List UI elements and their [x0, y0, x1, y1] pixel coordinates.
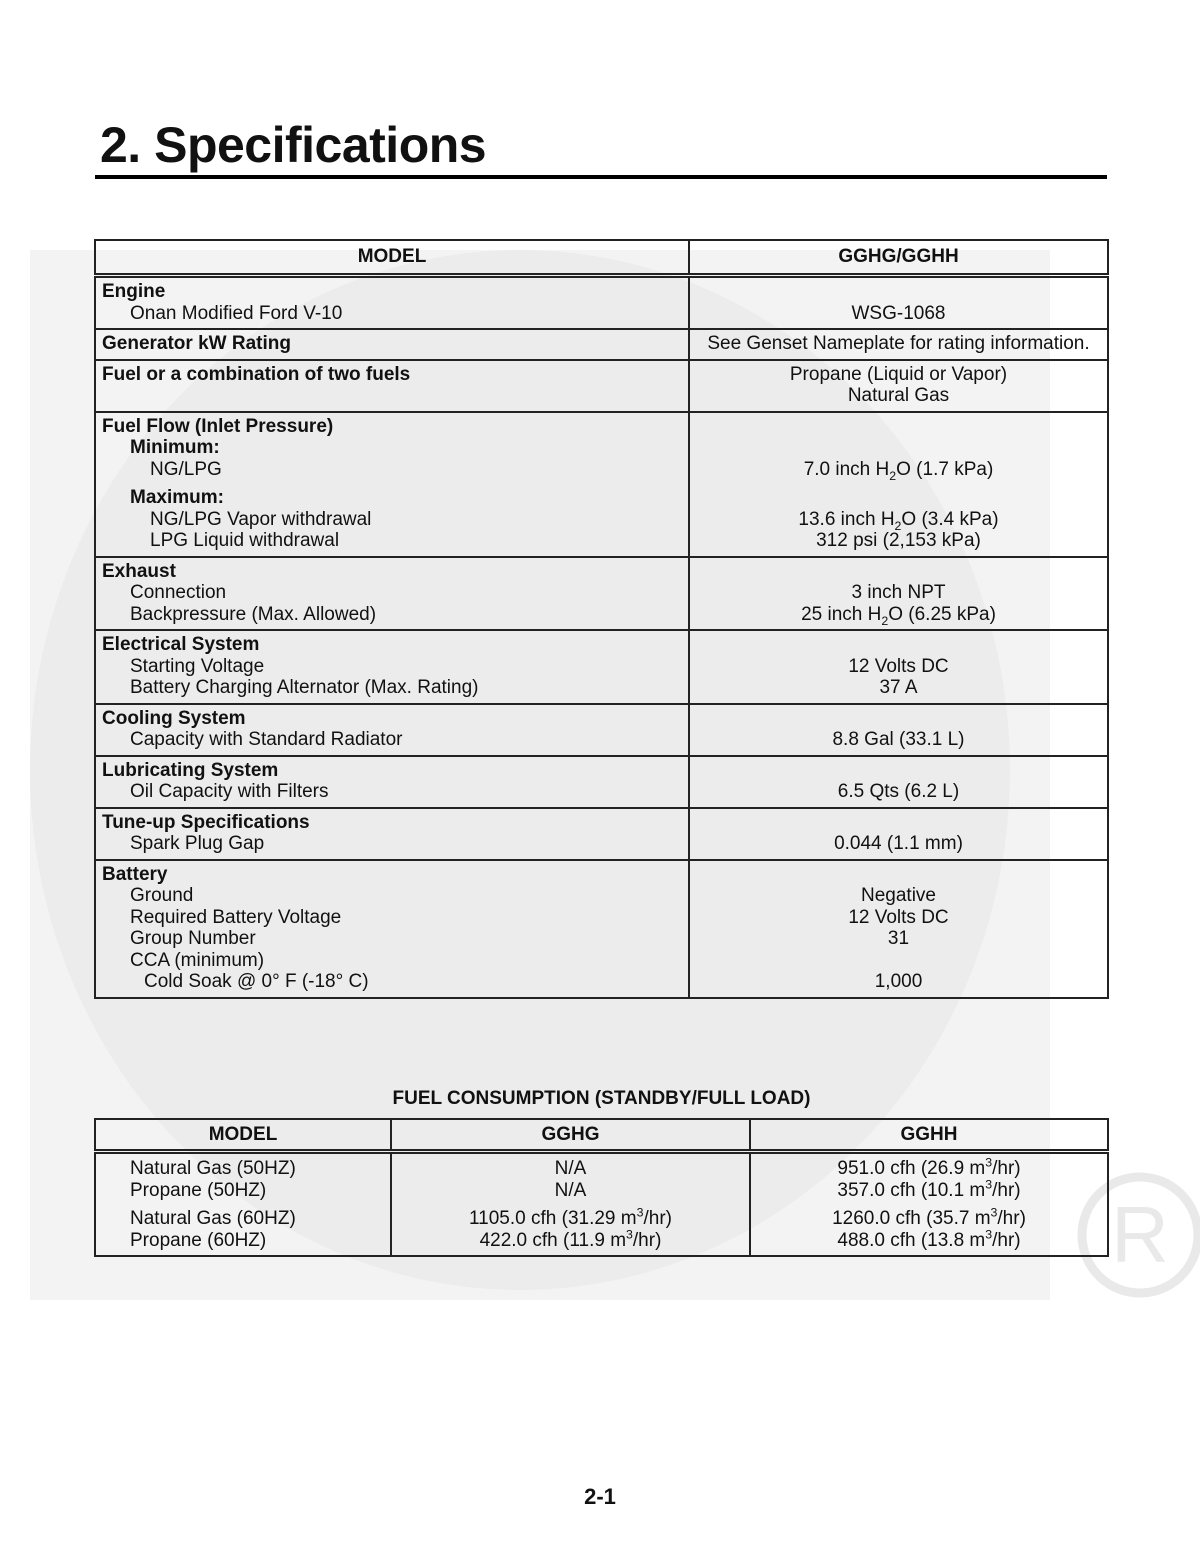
battery-group-value: 31 [887, 928, 910, 949]
cooling-item: Capacity with Standard Radiator [130, 729, 403, 750]
exhaust-label: Exhaust [102, 560, 176, 582]
electrical-starting-value: 12 Volts DC [848, 655, 949, 677]
fuel-name-propane-50hz: Propane (50HZ) [130, 1179, 267, 1201]
gghh-propane-60hz: 488.0 cfh (13.8 $m^3/hr$) [837, 1227, 1021, 1251]
electrical-starting: Starting Voltage [130, 655, 265, 677]
tuneup-label: Tune-up Specifications [102, 811, 310, 833]
column-header-model: MODEL [95, 1119, 391, 1152]
spec-row-engine [95, 276, 1108, 330]
gghg-propane-50hz: N/A [554, 1179, 587, 1201]
column-header-gghg-gghh: GGHG/GGHH [689, 240, 1108, 276]
specifications-table [94, 239, 1109, 999]
generator-label: Generator kW Rating [102, 333, 291, 354]
table-header-row [95, 240, 1108, 276]
spec-row-lubricating [95, 756, 1108, 808]
fuel-name-ng-60hz: Natural Gas (60HZ) [130, 1208, 296, 1229]
page-number: 2-1 [584, 1484, 616, 1509]
spec-row-battery [95, 860, 1108, 998]
electrical-label: Electrical System [102, 634, 260, 655]
exhaust-backpressure: Backpressure (Max. Allowed) [130, 603, 377, 625]
fuel-flow-vapor: NG/LPG Vapor withdrawal [150, 508, 372, 530]
engine-item: Onan Modified Ford V-10 [130, 302, 343, 324]
svg-text:R: R [1111, 1190, 1169, 1279]
tuneup-value: 0.044 (1.1 mm) [834, 833, 963, 854]
battery-ground: Ground [130, 885, 194, 906]
fuel-flow-label: Fuel Flow (Inlet Pressure) [102, 415, 334, 437]
exhaust-backpressure-value: 25 inch $H_2O$ (6.25 kPa) [801, 603, 996, 628]
gghh-propane-50hz: 357.0 cfh (10.1 $m^3/hr$) [837, 1177, 1021, 1201]
fuel-flow-minimum: Minimum: [130, 437, 220, 458]
electrical-alternator: Battery Charging Alternator (Max. Rating) [130, 677, 479, 698]
fuel-flow-liquid-value: 312 psi (2,153 kPa) [816, 530, 981, 551]
spec-row-exhaust [95, 557, 1108, 631]
fuel-flow-maximum: Maximum: [130, 487, 224, 508]
spec-row-electrical [95, 630, 1108, 704]
battery-label: Battery [102, 863, 168, 885]
spec-row-fuel [95, 360, 1108, 412]
fuel-consumption-title: FUEL CONSUMPTION (STANDBY/FULL LOAD) [392, 1088, 811, 1109]
cooling-value: 8.8 Gal (33.1 L) [832, 729, 965, 750]
lubricating-item: Oil Capacity with Filters [130, 781, 329, 802]
tuneup-item: Spark Plug Gap [130, 833, 265, 854]
fuel-name-propane-60hz: Propane (60HZ) [130, 1229, 267, 1251]
gghg-propane-60hz: 422.0 cfh (11.9 $m^3/hr$) [479, 1227, 662, 1251]
page-title: 2. Specifications [100, 117, 487, 173]
spec-row-generator [95, 329, 1108, 360]
fuel-flow-min-value: 7.0 inch $H_2O$ (1.7 kPa) [803, 458, 994, 483]
electrical-alternator-value: 37 A [879, 677, 918, 698]
fuel-name-ng-50hz: Natural Gas (50HZ) [130, 1158, 296, 1179]
fuel-consumption-table [94, 1118, 1109, 1257]
gghh-ng-50hz: 951.0 cfh (26.9 $m^3/hr$) [837, 1155, 1021, 1179]
spec-row-fuel-flow [95, 412, 1108, 557]
gghg-ng-50hz: N/A [554, 1158, 587, 1179]
exhaust-connection: Connection [130, 582, 227, 603]
fuel-flow-vapor-value: 13.6 inch $H_2O$ (3.4 kPa) [798, 508, 999, 533]
gghg-ng-60hz: 1105.0 cfh (31.29 $m^3/hr$) [469, 1205, 672, 1229]
fuel-label: Fuel or a combination of two fuels [102, 363, 411, 385]
fuel-consumption-row [95, 1152, 1108, 1257]
battery-cca: CCA (minimum) [130, 949, 265, 971]
battery-voltage: Required Battery Voltage [130, 906, 342, 928]
column-header-gghh: GGHH [750, 1119, 1108, 1152]
engine-label: Engine [102, 281, 166, 302]
title-rule [95, 175, 1107, 179]
column-header-gghg: GGHG [391, 1119, 750, 1152]
fuel-value-natural-gas: Natural Gas [847, 385, 950, 406]
battery-cold-soak-value: 1,000 [874, 971, 923, 992]
table-header-row [95, 1119, 1108, 1152]
cooling-label: Cooling System [102, 707, 246, 729]
battery-group: Group Number [130, 928, 256, 949]
battery-voltage-value: 12 Volts DC [848, 906, 949, 928]
column-header-model: MODEL [95, 240, 689, 276]
engine-value: WSG-1068 [851, 302, 946, 324]
exhaust-connection-value: 3 inch NPT [851, 582, 946, 603]
lubricating-label: Lubricating System [102, 759, 279, 781]
generator-value: See Genset Nameplate for rating information. [707, 333, 1090, 354]
spec-row-cooling [95, 704, 1108, 756]
fuel-flow-ng-lpg: NG/LPG [150, 458, 222, 480]
fuel-value-propane: Propane (Liquid or Vapor) [789, 363, 1008, 385]
gghh-ng-60hz: 1260.0 cfh (35.7 $m^3/hr$) [832, 1205, 1026, 1229]
lubricating-value: 6.5 Qts (6.2 L) [837, 781, 960, 802]
fuel-flow-liquid: LPG Liquid withdrawal [150, 530, 340, 551]
battery-cold-soak: Cold Soak @ 0° F (-18° C) [144, 971, 369, 992]
spec-row-tuneup [95, 808, 1108, 860]
battery-ground-value: Negative [861, 885, 936, 906]
